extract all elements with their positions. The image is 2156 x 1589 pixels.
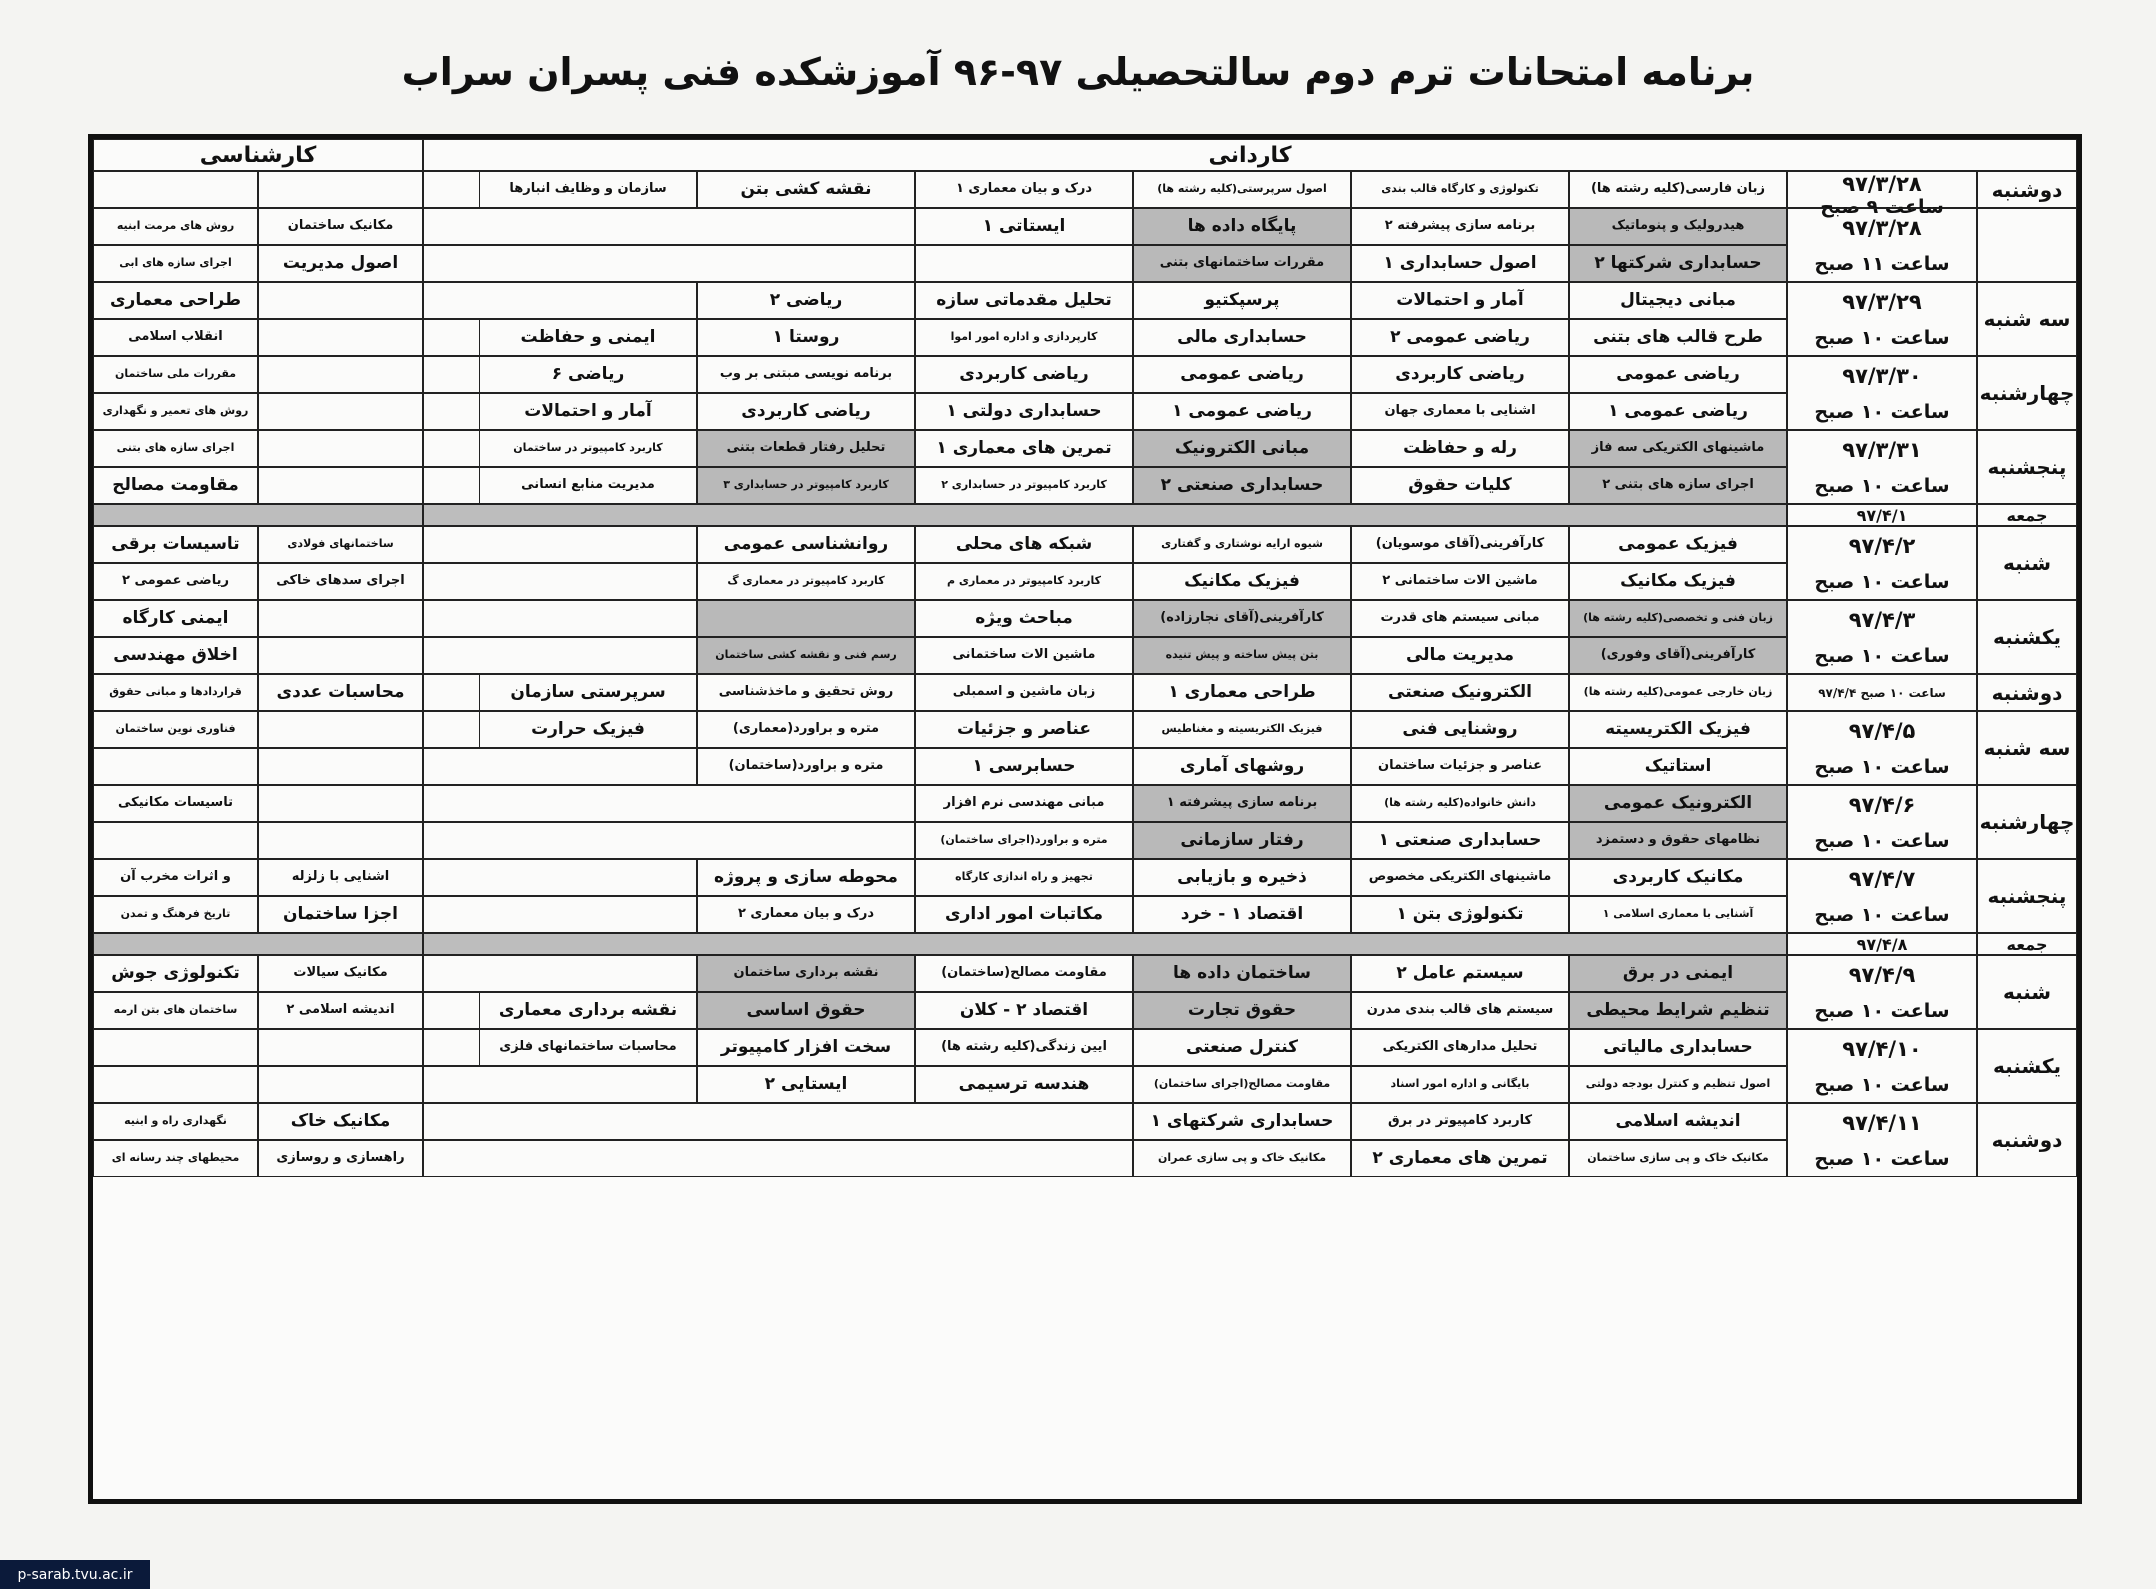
karshenasi-course [93, 1029, 258, 1066]
exam-date: ۹۷/۴/۲ [1848, 533, 1916, 558]
karshenasi-course: اجزا ساختمان [258, 896, 423, 933]
course-cell: برنامه سازی پیشرفته ۱ [1133, 785, 1351, 822]
course-cell: سخت افزار کامپیوتر [697, 1029, 915, 1066]
course-cell: استاتیک [1569, 748, 1787, 785]
course-cell: عناصر و جزئیات ساختمان [1351, 748, 1569, 785]
course-cell: ذخیره و بازیابی [1133, 859, 1351, 896]
karshenasi-course [93, 748, 258, 785]
course-cell: تکنولوژی بتن ۱ [1351, 896, 1569, 933]
course-cell: کاربرد کامپیوتر در برق [1351, 1103, 1569, 1140]
empty-cell [423, 674, 697, 711]
course-cell: کاربرد کامپیوتر در معماری گ [697, 563, 915, 600]
course-cell: حسابداری صنعتی ۱ [1351, 822, 1569, 859]
course-cell: سرپرستی سازمان [479, 674, 697, 711]
exam-time: ساعت ۱۱ صبح [1814, 252, 1950, 275]
course-cell: کارآفرینی(آقای وفوری) [1569, 637, 1787, 674]
day-label: چهارشنبه [1977, 356, 2077, 430]
karshenasi-course: ساختمانهای فولادی [258, 526, 423, 563]
course-cell: تنظیم شرایط محیطی [1569, 992, 1787, 1029]
course-cell: مدیریت منابع انسانی [479, 467, 697, 504]
date-time-cell [1787, 526, 1977, 600]
course-cell: اقتصاد ۲ - کلان [915, 992, 1133, 1029]
course-cell: کارآفرینی(آقای موسویان) [1351, 526, 1569, 563]
karshenasi-course: تاسیسات مکانیکی [93, 785, 258, 822]
karshenasi-course: روش های تعمیر و نگهداری [93, 393, 258, 430]
exam-date: ۹۷/۳/۳۱ [1842, 437, 1922, 462]
course-cell: نظامهای حقوق و دستمزد [1569, 822, 1787, 859]
exam-time: ساعت ۱۰ صبح [1814, 474, 1950, 497]
karshenasi-course: مقررات ملی ساختمان [93, 356, 258, 393]
exam-date: ساعت ۱۰ صبح ۹۷/۴/۴ [1818, 685, 1946, 700]
karshenasi-course: اخلاق مهندسی [93, 637, 258, 674]
course-cell: حسابداری صنعتی ۲ [1133, 467, 1351, 504]
karshenasi-course: اجرای سازه های بتنی [93, 430, 258, 467]
karshenasi-course [258, 711, 423, 748]
course-cell: متره و براورد(معماری) [697, 711, 915, 748]
course-cell: سیستم عامل ۲ [1351, 955, 1569, 992]
karshenasi-course: مکانیک خاک [258, 1103, 423, 1140]
exam-schedule-table [88, 134, 2082, 1504]
course-cell: تحلیل رفتار قطعات بتنی [697, 430, 915, 467]
karshenasi-course: راهسازی و روسازی [258, 1140, 423, 1177]
course-cell: حسابداری شرکتها ۲ [1569, 245, 1787, 282]
course-cell: شبکه های محلی [915, 526, 1133, 563]
karshenasi-course: ایمنی کارگاه [93, 600, 258, 637]
course-cell: مقاومت مصالح(اجرای ساختمان) [1133, 1066, 1351, 1103]
course-cell: اقتصاد ۱ - خرد [1133, 896, 1351, 933]
course-cell: پرسپکتیو [1133, 282, 1351, 319]
course-cell: مقررات ساختمانهای بتنی [1133, 245, 1351, 282]
course-cell: ماشینهای الکتریکی مخصوص [1351, 859, 1569, 896]
date-time-cell [1787, 430, 1977, 504]
empty-cell [423, 896, 697, 933]
day-label: شنبه [1977, 955, 2077, 1029]
exam-date: ۹۷/۳/۲۸ [1842, 172, 1922, 196]
karshenasi-course [258, 1029, 423, 1066]
day-label: پنجشنبه [1977, 430, 2077, 504]
karshenasi-course: تکنولوژی جوش [93, 955, 258, 992]
karshenasi-course: قراردادها و مبانی حقوق [93, 674, 258, 711]
course-cell: نقشه برداری معماری [479, 992, 697, 1029]
exam-time: ساعت ۱۰ صبح [1814, 326, 1950, 349]
karshenasi-course: فناوری نوین ساختمان [93, 711, 258, 748]
course-cell: عناصر و جزئیات [915, 711, 1133, 748]
day-label: شنبه [1977, 526, 2077, 600]
empty-cell [423, 171, 697, 208]
karshenasi-course: مکانیک ساختمان [258, 208, 423, 245]
course-cell: تکنولوژی و کارگاه قالب بندی [1351, 171, 1569, 208]
date-time-cell [1787, 356, 1977, 430]
course-cell [697, 600, 915, 637]
day-label: دوشنبه [1977, 674, 2077, 711]
course-cell: کارپردازی و اداره امور اموا [915, 319, 1133, 356]
course-cell: زبان فارسی(کلیه رشته ها) [1569, 171, 1787, 208]
course-cell: ریاضی ۶ [479, 356, 697, 393]
empty-cell [423, 393, 697, 430]
course-cell: درک و بیان معماری ۲ [697, 896, 915, 933]
karshenasi-course [258, 467, 423, 504]
empty-cell [423, 467, 697, 504]
exam-date: ۹۷/۴/۹ [1848, 962, 1916, 987]
karshenasi-course [258, 785, 423, 822]
course-cell: ریاضی کاربردی [1351, 356, 1569, 393]
course-cell: زبان فنی و تخصصی(کلیه رشته ها) [1569, 600, 1787, 637]
karshenasi-course: مکانیک سیالات [258, 955, 423, 992]
day-label: دوشنبه [1977, 171, 2077, 208]
course-cell: ایمنی در برق [1569, 955, 1787, 992]
date-time-cell [1787, 1029, 1977, 1103]
course-cell: مکاتبات امور اداری [915, 896, 1133, 933]
date-time-cell [1787, 674, 1977, 711]
karshenasi-course: محیطهای چند رسانه ای [93, 1140, 258, 1177]
course-cell: بتن پیش ساخته و پیش تنیده [1133, 637, 1351, 674]
empty-cell [423, 245, 915, 282]
empty-cell [423, 563, 697, 600]
karshenasi-course [258, 319, 423, 356]
course-cell: اصول تنظیم و کنترل بودجه دولتی [1569, 1066, 1787, 1103]
empty-cell [423, 1140, 1133, 1177]
course-cell: کاربرد کامپیوتر در معماری م [915, 563, 1133, 600]
karshenasi-course [258, 637, 423, 674]
course-cell: رله و حفاظت [1351, 430, 1569, 467]
exam-date: ۹۷/۴/۳ [1848, 607, 1916, 632]
karshenasi-course [258, 393, 423, 430]
day-label: یکشنبه [1977, 600, 2077, 674]
course-cell: کاربرد کامپیوتر در ساختمان [479, 430, 697, 467]
course-cell: مبانی الکترونیک [1133, 430, 1351, 467]
course-cell: تحلیل مدارهای الکتریکی [1351, 1029, 1569, 1066]
day-label: سه شنبه [1977, 711, 2077, 785]
karshenasi-course: اشنایی با زلزله [258, 859, 423, 896]
karshenasi-course: ریاضی عمومی ۲ [93, 563, 258, 600]
karshenasi-course [258, 171, 423, 208]
course-cell: فیزیک الکتریسیته و مغناطیس [1133, 711, 1351, 748]
exam-time: ساعت ۱۰ صبح [1814, 1147, 1950, 1170]
empty-cell [423, 992, 697, 1029]
exam-date: ۹۷/۴/۷ [1848, 866, 1916, 891]
course-cell: کنترل صنعتی [1133, 1029, 1351, 1066]
karshenasi-course: اندیشه اسلامی ۲ [258, 992, 423, 1029]
karshenasi-course: اجرای سدهای خاکی [258, 563, 423, 600]
course-cell: نقشه برداری ساختمان [697, 955, 915, 992]
course-cell: فیزیک الکتریسیته [1569, 711, 1787, 748]
course-cell: ریاضی کاربردی [915, 356, 1133, 393]
karshenasi-course: اصول مدیریت [258, 245, 423, 282]
course-cell: محاسبات ساختمانهای فلزی [479, 1029, 697, 1066]
course-cell: رفتار سازمانی [1133, 822, 1351, 859]
friday-separator [423, 933, 1787, 955]
course-cell: تحلیل مقدماتی سازه [915, 282, 1133, 319]
day-label: سه شنبه [1977, 282, 2077, 356]
course-cell: شیوه ارایه نوشتاری و گفتاری [1133, 526, 1351, 563]
course-cell: فیزیک عمومی [1569, 526, 1787, 563]
course-cell: اصول سرپرستی(کلیه رشته ها) [1133, 171, 1351, 208]
exam-date: ۹۷/۴/۵ [1848, 718, 1916, 743]
date-time-cell [1787, 1103, 1977, 1177]
course-cell: برنامه سازی پیشرفته ۲ [1351, 208, 1569, 245]
course-cell: متره و براورد(اجرای ساختمان) [915, 822, 1133, 859]
site-logo: p-sarab.tvu.ac.ir [0, 1560, 150, 1589]
karshenasi-course: و اثرات مخرب آن [93, 859, 258, 896]
exam-time: ساعت ۱۰ صبح [1814, 903, 1950, 926]
course-cell: محوطه سازی و پروژه [697, 859, 915, 896]
exam-date: ۹۷/۴/۱ [1856, 505, 1908, 525]
empty-cell [423, 526, 697, 563]
course-cell: مبانی دیجیتال [1569, 282, 1787, 319]
empty-cell [423, 637, 697, 674]
exam-date: ۹۷/۴/۸ [1856, 934, 1908, 954]
course-cell: کاربرد کامپیوتر در حسابداری ۲ [915, 467, 1133, 504]
course-cell: آمار و احتمالات [1351, 282, 1569, 319]
karshenasi-course: انقلاب اسلامی [93, 319, 258, 356]
course-cell: ایستایی ۲ [697, 1066, 915, 1103]
course-cell: الکترونیک صنعتی [1351, 674, 1569, 711]
karshenasi-course [258, 748, 423, 785]
course-cell: مبانی سیستم های قدرت [1351, 600, 1569, 637]
karshenasi-course [258, 356, 423, 393]
course-cell: طرح قالب های بتنی [1569, 319, 1787, 356]
course-cell: زبان خارجی عمومی(کلیه رشته ها) [1569, 674, 1787, 711]
course-cell: ماشین الات ساختمانی [915, 637, 1133, 674]
course-cell: حسابداری شرکتهای ۱ [1133, 1103, 1351, 1140]
karshenasi-course: ساختمان های بتن ارمه [93, 992, 258, 1029]
date-time-cell [1787, 171, 1977, 218]
course-cell: اشنایی با معماری جهان [1351, 393, 1569, 430]
exam-date: ۹۷/۴/۱۱ [1842, 1110, 1922, 1135]
course-cell: تمرین های معماری ۲ [1351, 1140, 1569, 1177]
course-cell: سازمان و وظایف انبارها [479, 171, 697, 208]
karshenasi-course: نگهداری راه و ابنیه [93, 1103, 258, 1140]
course-cell: روشنایی فنی [1351, 711, 1569, 748]
empty-cell [423, 356, 697, 393]
course-cell: ریاضی عمومی [1133, 356, 1351, 393]
course-cell: زبان ماشین و اسمبلی [915, 674, 1133, 711]
course-cell: روشهای آماری [1133, 748, 1351, 785]
course-cell: کارآفرینی(آقای نجارزاده) [1133, 600, 1351, 637]
course-cell: ریاضی عمومی ۲ [1351, 319, 1569, 356]
day-label: دوشنبه [1977, 1103, 2077, 1177]
course-cell: ریاضی عمومی ۱ [1569, 393, 1787, 430]
exam-date: ۹۷/۳/۲۸ [1842, 215, 1922, 240]
empty-cell [423, 1066, 697, 1103]
page-title: برنامه امتحانات ترم دوم سالتحصیلی ۹۷-۹۶ آموزشکده فنی پسران سراب [401, 50, 1755, 94]
course-cell: دانش خانواده(کلیه رشته ها) [1351, 785, 1569, 822]
course-cell: ریاضی عمومی ۱ [1133, 393, 1351, 430]
course-cell: اصول حسابداری ۱ [1351, 245, 1569, 282]
day-label: چهارشنبه [1977, 785, 2077, 859]
empty-cell [423, 822, 915, 859]
empty-cell [423, 859, 697, 896]
date-time-cell [1787, 600, 1977, 674]
day-label: یکشنبه [1977, 1029, 2077, 1103]
course-cell: حقوق تجارت [1133, 992, 1351, 1029]
date-time-cell [1787, 785, 1977, 859]
course-cell [915, 245, 1133, 282]
course-cell: ایمنی و حفاظت [479, 319, 697, 356]
course-cell: مکانیک خاک و پی سازی عمران [1133, 1140, 1351, 1177]
karshenasi-course: طراحی معماری [93, 282, 258, 319]
course-cell: بایگانی و اداره امور اسناد [1351, 1066, 1569, 1103]
day-label: پنجشنبه [1977, 859, 2077, 933]
friday-separator [93, 933, 423, 955]
karshenasi-course [93, 1066, 258, 1103]
course-cell: فیزیک مکانیک [1569, 563, 1787, 600]
course-cell: اجرای سازه های بتنی ۲ [1569, 467, 1787, 504]
karshenasi-header: کارشناسی [93, 139, 423, 171]
course-cell: برنامه نویسی مبتنی بر وب [697, 356, 915, 393]
exam-time: ساعت ۱۰ صبح [1814, 570, 1950, 593]
course-cell: هیدرولیک و پنوماتیک [1569, 208, 1787, 245]
exam-date: ۹۷/۳/۲۹ [1842, 289, 1922, 314]
course-cell: طراحی معماری ۱ [1133, 674, 1351, 711]
friday-separator [423, 504, 1787, 526]
course-cell: تجهیز و راه اندازی کارگاه [915, 859, 1133, 896]
empty-cell [423, 282, 697, 319]
course-cell: مباحث ویژه [915, 600, 1133, 637]
course-cell: تمرین های معماری ۱ [915, 430, 1133, 467]
course-cell: حسابداری دولتی ۱ [915, 393, 1133, 430]
course-cell: اندیشه اسلامی [1569, 1103, 1787, 1140]
course-cell: ریاضی ۲ [697, 282, 915, 319]
date-time-cell [1787, 711, 1977, 785]
course-cell: حسابداری مالی [1133, 319, 1351, 356]
karshenasi-course [258, 822, 423, 859]
course-cell: روستا ۱ [697, 319, 915, 356]
date-time-cell [1787, 955, 1977, 1029]
course-cell: آشنایی با معماری اسلامی ۱ [1569, 896, 1787, 933]
karshenasi-course: تاریخ فرهنگ و تمدن [93, 896, 258, 933]
date-time-cell [1787, 282, 1977, 356]
empty-cell [423, 319, 697, 356]
course-cell: ساختمان داده ها [1133, 955, 1351, 992]
karshenasi-course: محاسبات عددی [258, 674, 423, 711]
course-cell: مبانی مهندسی نرم افزار [915, 785, 1133, 822]
course-cell: مدیریت مالی [1351, 637, 1569, 674]
course-cell: کلیات حقوق [1351, 467, 1569, 504]
karshenasi-course: تاسیسات برقی [93, 526, 258, 563]
day-label: جمعه [1977, 933, 2077, 955]
karshenasi-course [258, 282, 423, 319]
course-cell: فیزیک حرارت [479, 711, 697, 748]
karshenasi-course [93, 171, 258, 208]
date-time-cell [1787, 208, 1977, 282]
course-cell: حسابرسی ۱ [915, 748, 1133, 785]
course-cell: مکانیک کاربردی [1569, 859, 1787, 896]
exam-time: ساعت ۱۰ صبح [1814, 829, 1950, 852]
exam-time: ساعت ۱۰ صبح [1814, 755, 1950, 778]
empty-cell [423, 430, 697, 467]
course-cell: پایگاه داده ها [1133, 208, 1351, 245]
course-cell: کاربرد کامپیوتر در حسابداری ۳ [697, 467, 915, 504]
karshenasi-course [258, 430, 423, 467]
empty-cell [423, 955, 697, 992]
course-cell: روش تحقیق و ماخذشناسی [697, 674, 915, 711]
course-cell: ایین زندگی(کلیه رشته ها) [915, 1029, 1133, 1066]
course-cell: هندسه ترسیمی [915, 1066, 1133, 1103]
course-cell: حقوق اساسی [697, 992, 915, 1029]
exam-time: ساعت ۱۰ صبح [1814, 644, 1950, 667]
empty-cell [423, 1103, 1133, 1140]
day-label [1977, 208, 2077, 282]
exam-time: ساعت ۱۰ صبح [1814, 400, 1950, 423]
course-cell: ماشینهای الکتریکی سه فاز [1569, 430, 1787, 467]
exam-date: ۹۷/۴/۱۰ [1842, 1036, 1922, 1061]
course-cell: آمار و احتمالات [479, 393, 697, 430]
karshenasi-course [93, 822, 258, 859]
exam-date: ۹۷/۴/۶ [1848, 792, 1916, 817]
empty-cell [423, 711, 697, 748]
course-cell: ریاضی عمومی [1569, 356, 1787, 393]
friday-separator [93, 504, 423, 526]
course-cell: متره و براورد(ساختمان) [697, 748, 915, 785]
exam-time: ساعت ۱۰ صبح [1814, 999, 1950, 1022]
day-label: جمعه [1977, 504, 2077, 526]
exam-time: ساعت ۱۰ صبح [1814, 1073, 1950, 1096]
karshenasi-course [258, 1066, 423, 1103]
course-cell: حسابداری مالیاتی [1569, 1029, 1787, 1066]
empty-cell [423, 785, 915, 822]
empty-cell [423, 600, 697, 637]
course-cell: ماشین الات ساختمانی ۲ [1351, 563, 1569, 600]
empty-cell [423, 208, 915, 245]
course-cell: نقشه کشی بتن [697, 171, 915, 208]
empty-cell [423, 1029, 697, 1066]
empty-cell [423, 748, 697, 785]
date-time-cell [1787, 859, 1977, 933]
exam-time: ساعت ۹ صبح [1820, 196, 1944, 218]
course-cell: روانشناسی عمومی [697, 526, 915, 563]
course-cell: سیستم های قالب بندی مدرن [1351, 992, 1569, 1029]
karshenasi-course: مقاومت مصالح [93, 467, 258, 504]
kardani-header: کاردانی [423, 139, 2077, 171]
karshenasi-course: اجرای سازه های ابی [93, 245, 258, 282]
exam-date: ۹۷/۳/۳۰ [1842, 363, 1922, 388]
karshenasi-course: روش های مرمت ابنیه [93, 208, 258, 245]
date-time-cell [1787, 504, 1977, 526]
course-cell: مکانیک خاک و پی سازی ساختمان [1569, 1140, 1787, 1177]
course-cell: ایستاتی ۱ [915, 208, 1133, 245]
course-cell: درک و بیان معماری ۱ [915, 171, 1133, 208]
course-cell: فیزیک مکانیک [1133, 563, 1351, 600]
course-cell: الکترونیک عمومی [1569, 785, 1787, 822]
date-time-cell [1787, 933, 1977, 955]
course-cell: مقاومت مصالح(ساختمان) [915, 955, 1133, 992]
course-cell: رسم فنی و نقشه کشی ساختمان [697, 637, 915, 674]
karshenasi-course [258, 600, 423, 637]
course-cell: ریاضی کاربردی [697, 393, 915, 430]
